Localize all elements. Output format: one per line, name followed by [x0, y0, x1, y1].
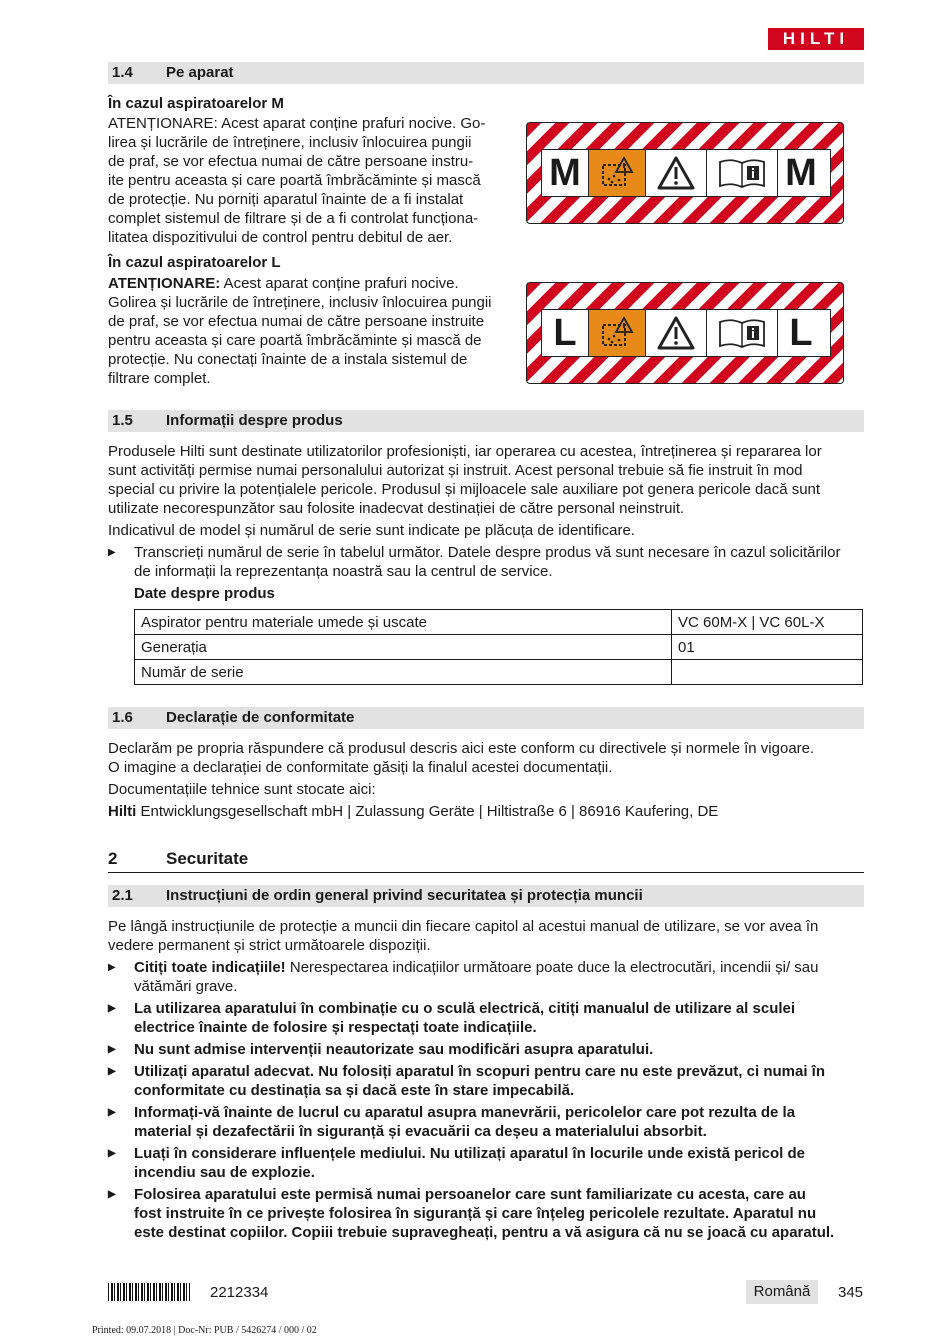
text-line: vătămări grave.: [134, 978, 238, 995]
table-row: [135, 635, 863, 660]
product-data-title: Date despre produs: [134, 585, 275, 602]
bullet-arrow-icon: ▶: [108, 1003, 116, 1014]
bullet-arrow-icon: ▶: [108, 1148, 116, 1159]
text-line: de protecție. Nu porniți aparatul înainte de a fi instalat: [108, 191, 464, 208]
section-title: Pe aparat: [166, 64, 234, 81]
text-line: Acest aparat conține prafuri nocive.: [220, 275, 459, 292]
text-line: material și dezafectării în siguranță și evacuării ca deșeu a materialului absorbit.: [134, 1123, 707, 1140]
text-line: special cu privire la potențialele pericole. Produsul și mijloacele sale auxiliare pot genera pericole dacă sunt: [108, 481, 821, 498]
section-number: 1.5: [112, 412, 133, 429]
company-brand: Hilti: [108, 803, 137, 820]
table-cell-value: 01: [672, 635, 863, 660]
bullet-arrow-icon: ▶: [108, 547, 116, 558]
product-data-table: [134, 609, 863, 685]
text-line: Produsele Hilti sunt destinate utilizatorilor profesioniști, iar operarea cu acestea, întreținerea și repararea lor: [108, 443, 822, 460]
text-line: fost instruite în ce privește folosirea în siguranță și care înțeleg pericolele rezultate. Aparatul nu: [134, 1205, 817, 1222]
section-number: 1.4: [112, 64, 133, 81]
warning-triangle-icon: [646, 310, 707, 356]
text-line: filtrare complet.: [108, 370, 211, 387]
chapter-title: Securitate: [166, 849, 249, 868]
text-line: Declarăm pe propria răspundere că produsul descris aici este conform cu directivele și normele în vigoare.: [108, 740, 815, 757]
harmful-dust-icon: [589, 310, 646, 356]
text-line: de informații la reprezentanța noastră sau la centrul de service.: [134, 563, 553, 580]
section-title: Declarație de conformitate: [166, 709, 355, 726]
table-cell-label: Număr de serie: [135, 660, 672, 685]
harmful-dust-icon: [589, 150, 646, 196]
m-class-heading: În cazul aspiratoarelor M: [108, 95, 284, 112]
text-line: Utilizați aparatul adecvat. Nu folosiți aparatul în scopuri pentru care nu este prevăzut, ci numai în: [134, 1063, 825, 1080]
section-1-4-heading: [108, 62, 864, 84]
section-2-1-heading: [108, 885, 864, 907]
section-1-6-heading: [108, 707, 864, 729]
dust-class-letter: L: [542, 310, 589, 356]
m-class-text: [108, 114, 502, 247]
text-line: complet sistemul de filtrare și de a fi controlat funcționa-: [108, 210, 479, 227]
bullet-arrow-icon: ▶: [108, 1107, 116, 1118]
text-line: Folosirea aparatului este permisă numai persoanelor care sunt familiarizate cu acesta, care au: [134, 1186, 806, 1203]
list-item: [108, 1040, 864, 1059]
warning-triangle-icon: [646, 150, 707, 196]
text-line: Transcrieți numărul de serie în tabelul următor. Datele despre produs vă sunt necesare în cazul solicitărilor: [134, 544, 841, 561]
tech-docs-text: Documentațiile tehnice sunt stocate aici:: [108, 781, 376, 798]
table-cell-label: Generația: [135, 635, 672, 660]
bullet-arrow-icon: ▶: [108, 1066, 116, 1077]
doc-code: 2212334: [210, 1284, 269, 1301]
text-line: conformitate cu destinația sa și dacă este în stare impecabilă.: [134, 1082, 575, 1099]
read-manual-icon: [707, 150, 778, 196]
text-line: pentru aceasta și care poartă îmbrăcăminte și mască de: [108, 332, 482, 349]
list-item: [108, 1185, 864, 1242]
table-cell-value: [672, 660, 863, 685]
warning-label: ATENȚIONARE:: [108, 275, 221, 292]
text-line: Pe lângă instrucțiunile de protecție a muncii din fiecare capitol al acestui manual de utilizare, se vor avea în: [108, 918, 819, 935]
read-manual-icon: [707, 310, 778, 356]
list-item: [108, 999, 864, 1037]
section-1-5-heading: [108, 410, 864, 432]
table-row: [135, 610, 863, 635]
dust-class-letter: M: [542, 150, 589, 196]
page-number: 345: [838, 1284, 864, 1301]
text-line: O imagine a declarației de conformitate găsiți la finalul acestei documentații.: [108, 759, 613, 776]
l-class-heading: În cazul aspiratoarelor L: [108, 254, 281, 271]
text-line: Luați în considerare influențele mediului. Nu utilizați aparatul în locurile unde există pericol de: [134, 1145, 805, 1162]
company-address: [108, 802, 864, 821]
language-badge: Română: [746, 1280, 818, 1304]
text-line: Golirea și lucrările de întreținere, inclusiv înlocuirea pungii: [108, 294, 492, 311]
text-line: Nerespectarea indicațiilor următoare poate duce la electrocutări, incendii și/ sau: [285, 959, 819, 976]
list-item: [108, 1062, 864, 1100]
model-indicator-text: Indicativul de model și numărul de serie sunt indicate pe plăcuța de identificare.: [108, 522, 635, 539]
section-number: 2.1: [112, 887, 133, 904]
dust-class-letter: L: [789, 311, 813, 354]
table-cell-value: VC 60M-X | VC 60L-X: [672, 610, 863, 635]
bullet-arrow-icon: ▶: [108, 1189, 116, 1200]
dust-class-letter: M: [785, 151, 817, 194]
text-line: este destinat copiilor. Copiii trebuie supravegheați, pentru a vă asigura că nu se joacă cu aparatul.: [134, 1224, 835, 1241]
table-cell-label: Aspirator pentru materiale umede și uscate: [135, 610, 672, 635]
emphasis-text: Citiți toate indicațiile!: [134, 959, 286, 976]
print-info: Printed: 09.07.2018 | Doc-Nr: PUB / 5426274 / 000 / 02: [92, 1325, 317, 1336]
text-line: utilizate necorespunzător sau folosite inadecvat destinației de către personal neinstruit.: [108, 500, 685, 517]
chapter-2-heading: [108, 848, 864, 873]
list-item: [108, 1103, 864, 1141]
section-number: 1.6: [112, 709, 133, 726]
text-line: sunt activități permise numai personalului autorizat și instruit. Acest personal trebuie să fie instruit în mod: [108, 462, 803, 479]
label-panel: [541, 309, 831, 357]
table-row: [135, 660, 863, 685]
conformity-paragraph: [108, 739, 864, 777]
m-class-warning-label: [526, 122, 844, 224]
text-line: lirea și lucrările de întreținere, inclusiv înlocuirea pungii: [108, 134, 472, 151]
text-line: litatea dispozitivului de control pentru debitul de aer.: [108, 229, 453, 246]
text-line: ite pentru aceasta și care poartă îmbrăcăminte și mască: [108, 172, 481, 189]
text-line: Informați-vă înainte de lucrul cu aparatul asupra manevrării, pericolelor care pot rezulta de la: [134, 1104, 796, 1121]
product-info-paragraph: [108, 442, 864, 518]
address-text: Entwicklungsgesellschaft mbH | Zulassung Geräte | Hiltistraße 6 | 86916 Kaufering, DE: [136, 803, 719, 820]
text-line: de praf, se vor efectua numai de către persoane instru-: [108, 153, 474, 170]
list-item: [108, 543, 864, 581]
text-line: Nu sunt admise intervenții neautorizate sau modificări asupra aparatului.: [134, 1041, 654, 1058]
text-line: electrice înainte de folosire și respectați toate indicațiile.: [134, 1019, 537, 1036]
list-item: [108, 958, 864, 996]
l-class-text: [108, 274, 502, 388]
text-line: vedere permanent și strict următoarele dispoziții.: [108, 937, 431, 954]
text-line: protecție. Nu conectați înainte de a instala sistemul de: [108, 351, 468, 368]
text-line: incendiu sau de explozie.: [134, 1164, 315, 1181]
bullet-arrow-icon: ▶: [108, 962, 116, 973]
chapter-number: 2: [108, 849, 118, 868]
text-line: ATENȚIONARE: Acest aparat conține prafuri nocive. Go-: [108, 115, 486, 132]
bullet-arrow-icon: ▶: [108, 1044, 116, 1055]
safety-intro: [108, 917, 864, 955]
barcode: [108, 1283, 190, 1301]
text-line: de praf, se vor efectua numai de către persoane instruite: [108, 313, 485, 330]
section-title: Instrucțiuni de ordin general privind securitatea și protecția muncii: [166, 887, 643, 904]
text-line: La utilizarea aparatului în combinație cu o sculă electrică, citiți manualul de utilizare al sculei: [134, 1000, 796, 1017]
label-panel: [541, 149, 831, 197]
list-item: [108, 1144, 864, 1182]
section-title: Informații despre produs: [166, 412, 343, 429]
hilti-logo: HILTI: [768, 28, 864, 50]
l-class-warning-label: [526, 282, 844, 384]
